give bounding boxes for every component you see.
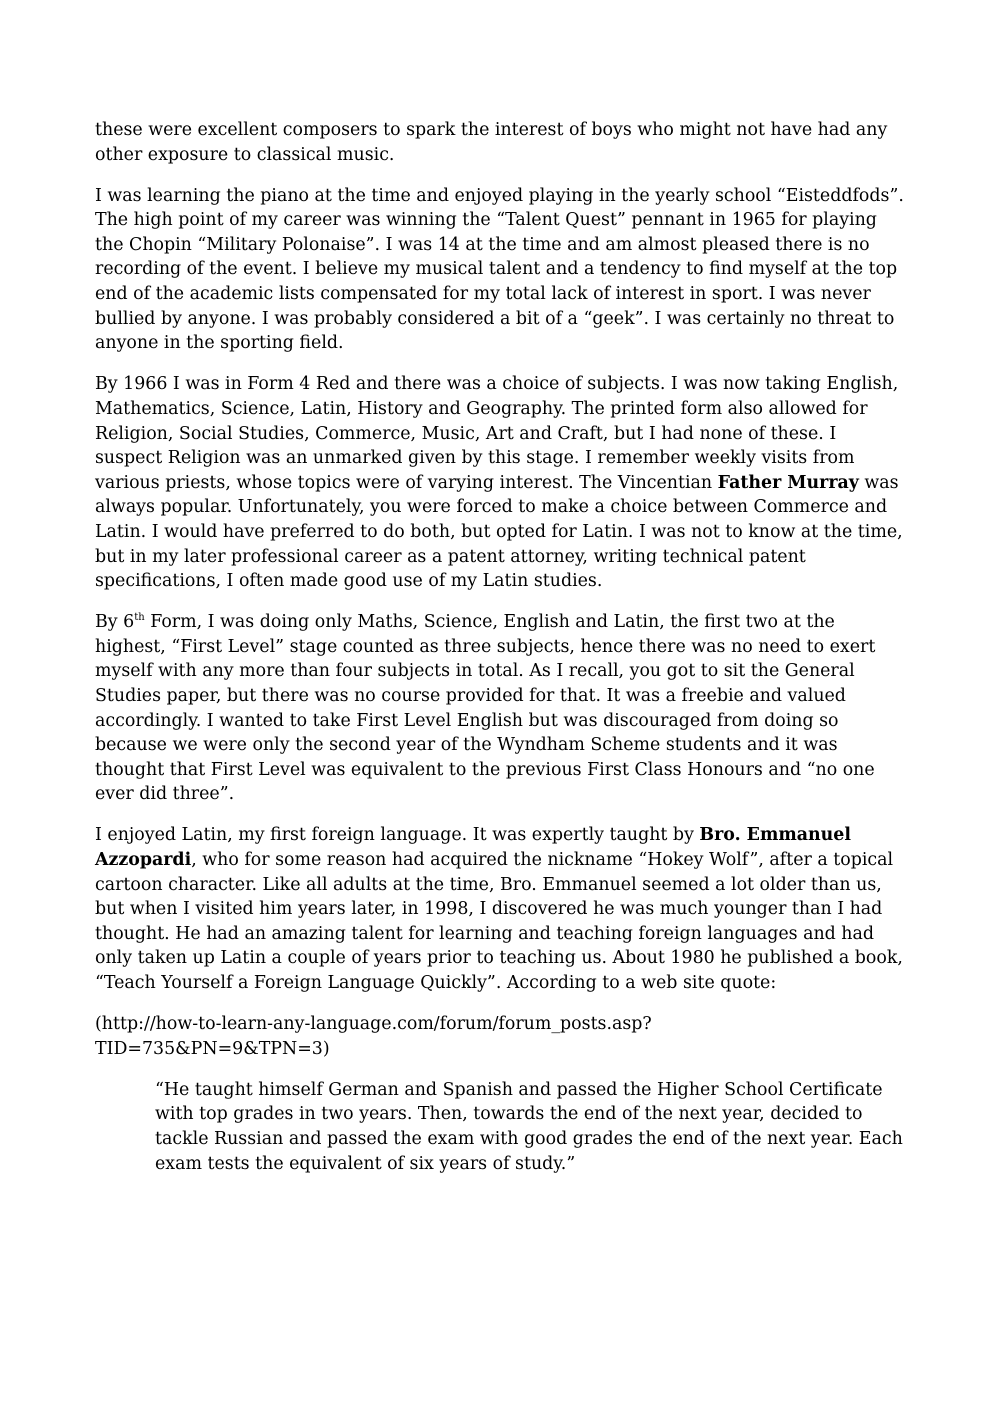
paragraph-text: By 1966 I was in Form 4 Red and there was a choice of subjects. I was now taking English, Mathematics, Science, Latin, History and Geography. The printed form also allowed for Religion, Social Studies, Commerce, Music, Art and Craft, but I had none of these. I suspect Religion was an unmarked given by this stage. I remember weekly visits from various priests, whose topics were of varying interest. The Vincentian bbox=[95, 374, 899, 493]
paragraph-classical-music: these were excellent composers to spark the interest of boys who might not have had any other exposure to classical music. bbox=[95, 120, 888, 165]
document-page bbox=[95, 118, 905, 1193]
block-quote: “He taught himself German and Spanish and passed the Higher School Certificate with top grades in two years. Then, towards the end of the next year, decided to tackle Russian and passed the exam with good grades the end of the next year. Each exam tests the equivalent of six years of study.” bbox=[155, 1079, 903, 1174]
url-line-2: TID=735&PN=9&TPN=3) bbox=[95, 1038, 330, 1059]
url-reference bbox=[95, 1012, 905, 1061]
paragraph-text: , who for some reason had acquired the nickname “Hokey Wolf”, after a topical cartoon character. Like all adults at the time, Bro. Emmanuel seemed a lot older than us, but when I visited him years later, in 1998, I discovered he was much younger than I had thought. He had an amazing talent for learning and teaching foreign languages and had only taken up Latin a couple of years prior to teaching us. About 1980 he published a book, “Teach Yourself a Foreign Language Quickly”. According to a web site quote: bbox=[95, 850, 903, 993]
bold-name-father-murray: Father Murray bbox=[717, 472, 859, 493]
paragraph-text: By 6 bbox=[95, 612, 135, 633]
paragraph-latin bbox=[95, 823, 905, 995]
paragraph-text: was always popular. Unfortunately, you were forced to make a choice between Commerce and Latin. I would have preferred to do both, but opted for Latin. I was not to know at the time, but in my later professional career as a patent attorney, writing technical patent specifications, I often made good use of my Latin studies. bbox=[95, 472, 903, 592]
paragraph-form-4-red bbox=[95, 372, 905, 593]
paragraph-6th-form bbox=[95, 610, 905, 807]
paragraph-text: I enjoyed Latin, my first foreign language. It was expertly taught by bbox=[95, 825, 700, 846]
paragraph-text: Form, I was doing only Maths, Science, English and Latin, the first two at the highest, “First Level” stage counted as three subjects, hence there was no need to exert myself with any more than four subjects in total. As I recall, you got to sit the General Studies paper, but there was no course provided for that. It was a freebie and valued accordingly. I wanted to take First Level English but was discouraged from doing so because we were only the second year of the Wyndham Scheme students and it was thought that First Level was equivalent to the previous First Class Honours and “no one ever did three”. bbox=[95, 612, 876, 805]
url-line-1: (http://how-to-learn-any-language.com/forum/forum_posts.asp? bbox=[95, 1014, 652, 1035]
ordinal-superscript: th bbox=[134, 612, 145, 624]
bold-name-bro-emmanuel: Bro. Emmanuel Azzopardi bbox=[95, 825, 851, 871]
paragraph-piano: I was learning the piano at the time and enjoyed playing in the yearly school “Eisteddfods”. The high point of my career was winning the “Talent Quest” pennant in 1965 for playing the Chopin “Military Polonaise”. I was 14 at the time and am almost pleased there is no recording of the event. I believe my musical talent and a tendency to find myself at the top end of the academic lists compensated for my total lack of interest in sport. I was never bullied by anyone. I was probably considered a bit of a “geek”. I was certainly no threat to anyone in the sporting field. bbox=[95, 185, 904, 354]
